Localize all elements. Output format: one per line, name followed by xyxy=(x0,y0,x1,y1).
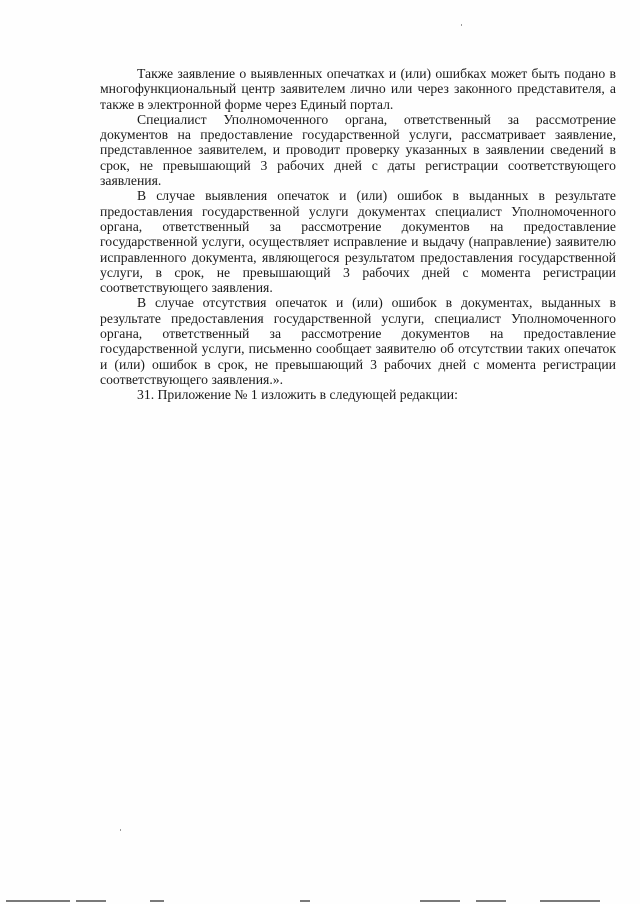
scan-edge-mark xyxy=(6,900,70,902)
scan-edge-mark xyxy=(476,900,506,902)
paragraph: В случае отсутствия опечаток и (или) ошибок в документах, выданных в результате предоставления государственной услуги, специалист Уполномоченного органа, ответственный за рассмотрение документов на предоставление государственной услуги, письменно сообщает заявителю об отсутствии таких опечаток и (или) ошибок в срок, не превышающий 3 рабочих дней с момента регистрации соответствующего заявления.». xyxy=(100,295,616,387)
scan-edge-mark xyxy=(76,900,106,902)
scan-edge-mark xyxy=(540,900,600,902)
paragraph: Также заявление о выявленных опечатках и (или) ошибках может быть подано в многофункциональный центр заявителем лично или через законного представителя, а также в электронной форме через Единый портал. xyxy=(100,66,616,112)
scan-speck xyxy=(461,24,462,26)
document-body xyxy=(100,66,616,403)
scan-edge-mark xyxy=(300,900,310,902)
paragraph: 31. Приложение № 1 изложить в следующей редакции: xyxy=(137,387,458,403)
scan-edge-artifacts xyxy=(0,898,640,904)
scan-speck xyxy=(120,829,121,831)
paragraph: В случае выявления опечаток и (или) ошибок в выданных в результате предоставления государственной услуги документах специалист Уполномоченного органа, ответственный за рассмотрение документов на предоставление государственной услуги, осуществляет исправление и выдачу (направление) заявителю исправленного документа, являющегося результатом предоставления государственной услуги, в срок, не превышающий 3 рабочих дней с момента регистрации соответствующего заявления. xyxy=(100,188,616,296)
scan-edge-mark xyxy=(420,900,460,902)
paragraph: Специалист Уполномоченного органа, ответственный за рассмотрение документов на предоставление государственной услуги, рассматривает заявление, представленное заявителем, и проводит проверку указанных в заявлении сведений в срок, не превышающий 3 рабочих дней с даты регистрации соответствующего заявления. xyxy=(100,111,616,189)
scan-edge-mark xyxy=(150,900,164,902)
